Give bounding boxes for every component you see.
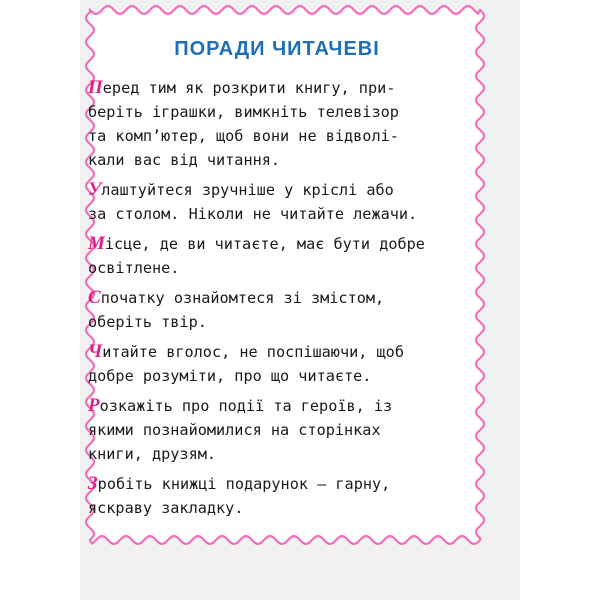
- tip-text-line: книги, друзям.: [88, 445, 217, 463]
- tip-item: [88, 178, 466, 226]
- tip-initial: У: [88, 179, 102, 200]
- tip-text-line: робіть книжці подарунок — гарну,: [97, 475, 391, 493]
- tip-text-line: лаштуйтеся зручніше у кріслі або: [101, 181, 394, 199]
- tip-item: [88, 472, 466, 520]
- tip-text-line: еред тим як розкрити книгу, при-: [102, 79, 396, 97]
- tip-item: [88, 394, 466, 466]
- tip-text-line: беріть іграшки, вимкніть телевізор: [88, 103, 399, 121]
- tip-text-line: яскраву закладку.: [88, 499, 244, 517]
- tips-list: [88, 76, 466, 526]
- tip-text-line: за столом. Ніколи не читайте лежачи.: [88, 205, 418, 223]
- tip-initial: М: [88, 233, 105, 254]
- reading-tips-card: [88, 28, 466, 528]
- tip-text-line: якими познайомилися на сторінках: [88, 421, 381, 439]
- tip-item: [88, 76, 466, 172]
- tip-initial: Ч: [88, 341, 103, 362]
- tip-item: [88, 340, 466, 388]
- tip-initial: Р: [88, 395, 100, 416]
- tip-text-line: початку ознайомтеся зі змістом,: [100, 289, 385, 307]
- tip-text-line: освітлене.: [88, 259, 180, 277]
- tip-text-line: оберіть твір.: [88, 313, 207, 331]
- tip-initial: З: [88, 473, 98, 494]
- tip-text-line: ісце, де ви читаєте, має бути добре: [104, 235, 425, 253]
- tip-text-line: озкажіть про події та героїв, із: [99, 397, 393, 415]
- tip-text-line: кали вас від читання.: [88, 151, 281, 169]
- tip-item: [88, 232, 466, 280]
- tip-item: [88, 286, 466, 334]
- page-title: ПОРАДИ ЧИТАЧЕВІ: [174, 38, 380, 60]
- tip-text-line: итайте вголос, не поспішаючи, щоб: [102, 343, 404, 361]
- tip-initial: П: [88, 77, 103, 98]
- tip-text-line: та комп’ютер, щоб вони не відволі-: [88, 127, 399, 145]
- tip-initial: С: [88, 287, 101, 308]
- tip-text-line: добре розуміти, про що читаєте.: [88, 367, 372, 385]
